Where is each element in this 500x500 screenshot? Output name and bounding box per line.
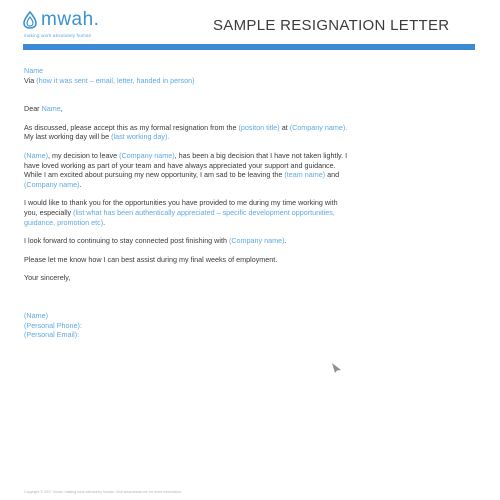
p4-text-1: I look forward to continuing to stay connected post finishing with	[24, 236, 227, 246]
p2-text-4: and	[327, 170, 340, 180]
salutation-comma: ,	[60, 104, 63, 114]
header-accent-bar	[23, 44, 475, 50]
p1-position-title: (positon title)	[238, 122, 280, 132]
salutation	[24, 104, 476, 114]
closing-line: Your sincerely,	[24, 273, 71, 283]
paragraph-thanks	[24, 198, 476, 227]
p2-company-name: (Company name)	[119, 150, 175, 160]
paragraph-resignation	[24, 123, 476, 142]
delivery-method	[24, 76, 476, 86]
letter-body	[24, 66, 476, 340]
p3-text-1: you, especially	[24, 207, 72, 217]
p2-line-2: have loved working as part of your team and have always appreciated your support and guidance.	[24, 160, 336, 170]
p3-placeholder-2: guidance, promotion etc)	[24, 217, 104, 227]
mouse-cursor-icon	[331, 362, 343, 374]
logo-wordmark: mwah.	[41, 9, 100, 30]
via-label: Via	[24, 75, 35, 85]
copyright-footer: Copyright © 2017 mwah. making work absolutely human. Visit www.mwah.me for more information.	[24, 490, 182, 494]
signature-block	[24, 311, 476, 340]
p2-team-name: (team name)	[284, 170, 326, 180]
p4-text-2: .	[284, 236, 287, 246]
paragraph-stay-connected	[24, 236, 476, 246]
logo-tagline: making work absolutely human	[24, 33, 92, 38]
p2-company-name-2: (Company name)	[24, 179, 80, 189]
signature-phone: (Personal Phone):	[24, 320, 82, 330]
signature-name: (Name)	[24, 310, 48, 320]
signature-email: (Personal Email):	[24, 330, 80, 340]
p1-last-day: (last working day).	[111, 132, 170, 142]
paragraph-assist: Please let me know how I can best assist during my final weeks of employment.	[24, 254, 278, 264]
document-title: SAMPLE RESIGNATION LETTER	[213, 17, 450, 34]
p1-text-2: at	[281, 122, 288, 132]
p2-name: (Name)	[24, 150, 48, 160]
via-placeholder: (how it was sent – email, letter, handed in person)	[36, 75, 195, 85]
p2-text-3: While I am excited about pursuing my new opportunity, I am sad to be leaving the	[24, 170, 283, 180]
p1-text-3: My last working day will be	[24, 132, 110, 142]
p3-text-2: .	[103, 217, 106, 227]
water-drop-icon	[22, 11, 38, 29]
p1-company-name: (Company name).	[289, 122, 348, 132]
salutation-dear: Dear	[24, 104, 40, 114]
p2-text-5: .	[79, 179, 82, 189]
p2-text-1: , my decision to leave	[47, 150, 118, 160]
mwah-logo	[22, 10, 99, 29]
p2-text-2: , has been a big decision that I have not taken lightly. I	[174, 150, 348, 160]
p3-placeholder-1: (list what has been authentically appreciated – specific development opportunities,	[73, 207, 335, 217]
p3-line-1: I would like to thank you for the opportunities you have provided to me during my time working with	[24, 198, 338, 208]
paragraph-decision	[24, 151, 476, 189]
p4-company-name: (Company name)	[228, 236, 285, 246]
p1-text-1: As discussed, please accept this as my formal resignation from the	[24, 122, 237, 132]
recipient-name: Name	[24, 66, 44, 75]
salutation-name: Name	[41, 104, 61, 114]
